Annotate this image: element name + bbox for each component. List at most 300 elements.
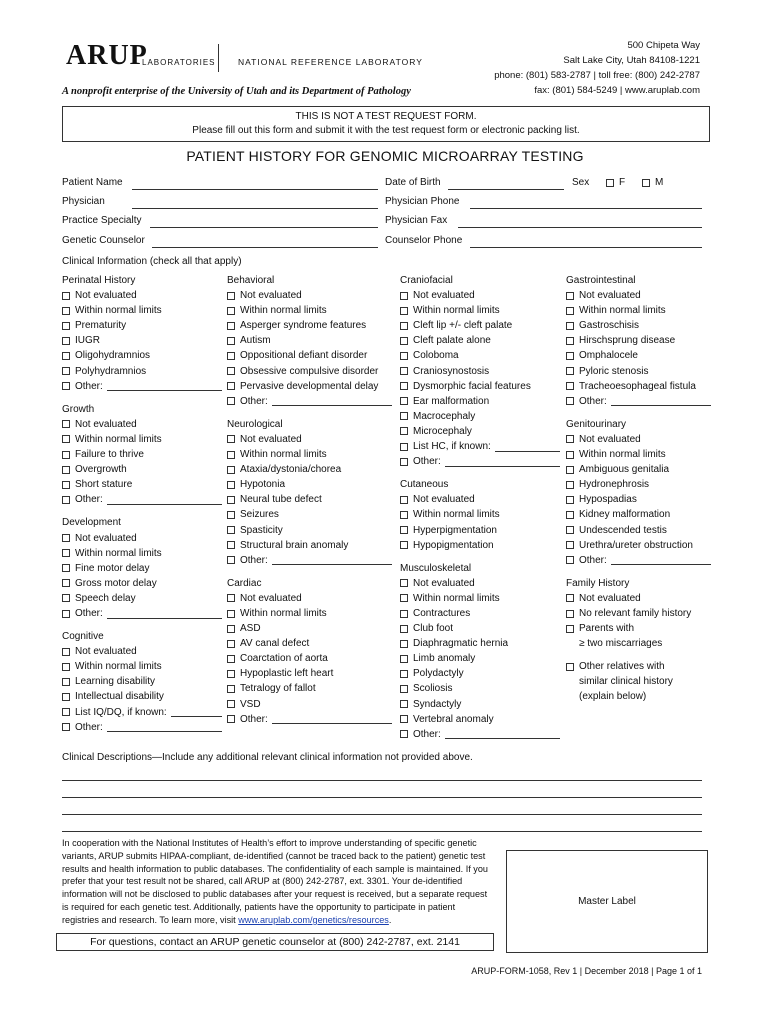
checkbox-label: Other: xyxy=(240,395,268,407)
section-heading-cardiac: Cardiac xyxy=(227,577,262,589)
checkbox-option[interactable] xyxy=(400,348,560,363)
checkbox-label: Other relatives with xyxy=(579,661,665,673)
checkbox-label: Other: xyxy=(75,494,103,506)
checkbox-option[interactable] xyxy=(400,454,560,469)
section-heading-genitourinary: Genitourinary xyxy=(566,418,627,430)
checkbox-option[interactable] xyxy=(227,606,392,621)
checkbox[interactable] xyxy=(400,458,408,466)
checkbox-option[interactable] xyxy=(227,477,392,492)
checkbox-option[interactable] xyxy=(566,492,711,507)
practice-specialty-field[interactable] xyxy=(150,227,378,228)
privacy-paragraph xyxy=(62,837,494,927)
checkbox-label: Ataxia/dystonia/chorea xyxy=(240,464,342,476)
checkbox-option[interactable] xyxy=(400,697,560,712)
checkbox-label: Not evaluated xyxy=(240,290,302,302)
checkbox-option[interactable] xyxy=(227,666,392,681)
checkbox-label: Not evaluated xyxy=(240,433,302,445)
checkbox[interactable] xyxy=(62,292,70,300)
write-in-line[interactable] xyxy=(171,707,222,717)
checkbox-option[interactable] xyxy=(566,507,711,522)
checkbox[interactable] xyxy=(62,708,70,716)
option-continuation: similar clinical history xyxy=(579,676,673,688)
checkbox-label: Not evaluated xyxy=(75,290,137,302)
checkbox[interactable] xyxy=(566,435,574,443)
checkbox-label: Other: xyxy=(240,713,268,725)
checkbox-label: Coarctation of aorta xyxy=(240,653,328,665)
checkbox-option[interactable] xyxy=(62,561,222,576)
checkbox[interactable] xyxy=(566,292,574,300)
checkbox[interactable] xyxy=(400,367,408,375)
checkbox-option[interactable] xyxy=(400,712,560,727)
clinical-info-note: (check all that apply) xyxy=(147,256,242,267)
description-line-1[interactable] xyxy=(62,780,702,781)
checkbox-option[interactable] xyxy=(227,288,392,303)
checkbox-option[interactable] xyxy=(62,333,222,348)
checkbox-option[interactable] xyxy=(400,591,560,606)
checkbox-label: Not evaluated xyxy=(75,646,137,658)
checkbox[interactable] xyxy=(62,678,70,686)
checkbox-label: Parents with xyxy=(579,623,635,635)
checkbox[interactable] xyxy=(400,352,408,360)
checkbox-option[interactable] xyxy=(566,432,711,447)
checkbox[interactable] xyxy=(227,367,235,375)
checkbox-label: Hypoplastic left heart xyxy=(240,668,334,680)
checkbox[interactable] xyxy=(227,556,235,564)
sex-f-option[interactable] xyxy=(606,177,625,188)
checkbox[interactable] xyxy=(227,397,235,405)
checkbox-label: Microcephaly xyxy=(413,425,472,437)
checkbox-label: Hyperpigmentation xyxy=(413,524,497,536)
checkbox[interactable] xyxy=(566,594,574,602)
sex-m-checkbox[interactable] xyxy=(642,179,650,187)
write-in-line[interactable] xyxy=(272,555,392,565)
spacer xyxy=(62,507,222,515)
checkbox-option[interactable] xyxy=(566,379,711,394)
checkbox[interactable] xyxy=(227,526,235,534)
checkbox[interactable] xyxy=(400,625,408,633)
checkbox-label: Hypospadias xyxy=(579,494,637,506)
checkbox[interactable] xyxy=(227,451,235,459)
checkbox-option[interactable] xyxy=(566,659,711,674)
checkbox[interactable] xyxy=(566,322,574,330)
checkbox-option[interactable] xyxy=(227,492,392,507)
checkbox-option[interactable] xyxy=(400,576,560,591)
checkbox[interactable] xyxy=(400,307,408,315)
checkbox[interactable] xyxy=(227,715,235,723)
checkbox[interactable] xyxy=(62,466,70,474)
checkbox[interactable] xyxy=(62,663,70,671)
checkbox[interactable] xyxy=(400,579,408,587)
checkbox-option[interactable] xyxy=(62,447,222,462)
checkbox[interactable] xyxy=(227,382,235,390)
phone-line: phone: (801) 583-2787 | toll free: (800) 242-2787 xyxy=(494,70,700,81)
checkbox[interactable] xyxy=(400,700,408,708)
checkbox-option[interactable] xyxy=(566,394,711,409)
checkbox[interactable] xyxy=(566,541,574,549)
checkbox[interactable] xyxy=(227,292,235,300)
checkbox[interactable] xyxy=(566,511,574,519)
checkbox-option[interactable] xyxy=(566,348,711,363)
checkbox[interactable] xyxy=(62,382,70,390)
checkbox[interactable] xyxy=(400,640,408,648)
checkbox[interactable] xyxy=(566,496,574,504)
write-in-line[interactable] xyxy=(445,729,560,739)
checkbox[interactable] xyxy=(227,511,235,519)
checkbox-option[interactable] xyxy=(62,364,222,379)
column-4 xyxy=(566,273,711,705)
checkbox[interactable] xyxy=(62,610,70,618)
checkbox[interactable] xyxy=(566,451,574,459)
checkbox-option[interactable] xyxy=(400,538,560,553)
checkbox-option[interactable] xyxy=(227,636,392,651)
spacer xyxy=(566,409,711,417)
checkbox-option[interactable] xyxy=(62,288,222,303)
checkbox-option[interactable] xyxy=(566,477,711,492)
checkbox[interactable] xyxy=(566,526,574,534)
notice-box xyxy=(62,106,710,142)
checkbox[interactable] xyxy=(62,420,70,428)
spacer xyxy=(62,621,222,629)
checkbox[interactable] xyxy=(227,655,235,663)
checkbox[interactable] xyxy=(227,640,235,648)
checkbox-option[interactable] xyxy=(400,439,560,454)
write-in-line[interactable] xyxy=(445,457,560,467)
checkbox-option[interactable] xyxy=(566,462,711,477)
checkbox-option[interactable] xyxy=(566,591,711,606)
checkbox[interactable] xyxy=(227,496,235,504)
notice-line-2: Please fill out this form and submit it with the test request form or electronic packing list. xyxy=(192,125,580,136)
checkbox-option[interactable] xyxy=(400,333,560,348)
checkbox-option[interactable] xyxy=(227,651,392,666)
checkbox-option[interactable] xyxy=(227,523,392,538)
checkbox[interactable] xyxy=(566,556,574,564)
section-heading-cutaneous: Cutaneous xyxy=(400,479,449,491)
checkbox[interactable] xyxy=(400,511,408,519)
checkbox[interactable] xyxy=(62,367,70,375)
checkbox-label: Hirschsprung disease xyxy=(579,335,676,347)
tagline: A nonprofit enterprise of the University of Utah and its Department of Pathology xyxy=(62,86,411,97)
checkbox-option[interactable] xyxy=(400,651,560,666)
checkbox-option[interactable] xyxy=(400,318,560,333)
write-in-line[interactable] xyxy=(272,396,392,406)
checkbox-label: Within normal limits xyxy=(75,305,162,317)
checkbox-option[interactable] xyxy=(227,333,392,348)
physician-phone-field[interactable] xyxy=(470,208,702,209)
checkbox-label: Diaphragmatic hernia xyxy=(413,638,509,650)
checkbox-option[interactable] xyxy=(400,379,560,394)
checkbox-option[interactable] xyxy=(62,417,222,432)
checkbox-option[interactable] xyxy=(400,681,560,696)
checkbox[interactable] xyxy=(227,700,235,708)
checkbox-option[interactable] xyxy=(227,364,392,379)
checkbox-option[interactable] xyxy=(566,621,711,636)
checkbox[interactable] xyxy=(566,625,574,633)
checkbox-option[interactable] xyxy=(62,318,222,333)
checkbox-option[interactable] xyxy=(400,364,560,379)
column-1 xyxy=(62,273,222,735)
checkbox[interactable] xyxy=(62,594,70,602)
write-in-line[interactable] xyxy=(495,442,560,452)
checkbox-label: Urethra/ureter obstruction xyxy=(579,539,693,551)
checkbox-option[interactable] xyxy=(566,606,711,621)
checkbox-option[interactable] xyxy=(227,621,392,636)
counselor-phone-field[interactable] xyxy=(470,247,702,248)
checkbox[interactable] xyxy=(62,579,70,587)
checkbox-option[interactable] xyxy=(566,364,711,379)
checkbox-option[interactable] xyxy=(62,606,222,621)
checkbox-option[interactable] xyxy=(400,492,560,507)
checkbox[interactable] xyxy=(400,397,408,405)
checkbox[interactable] xyxy=(62,352,70,360)
section-heading-neurological: Neurological xyxy=(227,418,283,430)
checkbox-option[interactable] xyxy=(62,720,222,735)
checkbox-option[interactable] xyxy=(566,333,711,348)
description-line-2[interactable] xyxy=(62,797,702,798)
logo-subtext: LABORATORIES xyxy=(142,58,216,67)
checkbox-option[interactable] xyxy=(62,348,222,363)
contact-box: For questions, contact an ARUP genetic counselor at (800) 242-2787, ext. 2141 xyxy=(56,933,494,951)
write-in-line[interactable] xyxy=(107,495,222,505)
checkbox[interactable] xyxy=(400,594,408,602)
checkbox[interactable] xyxy=(227,352,235,360)
checkbox[interactable] xyxy=(62,564,70,572)
checkbox[interactable] xyxy=(400,337,408,345)
genetics-resources-link[interactable]: www.aruplab.com/genetics/resources xyxy=(238,914,389,925)
checkbox[interactable] xyxy=(400,730,408,738)
date-of-birth-field[interactable] xyxy=(448,189,564,190)
checkbox-label: Hydronephrosis xyxy=(579,479,650,491)
checkbox-option[interactable] xyxy=(62,705,222,720)
checkbox-label: Intellectual disability xyxy=(75,691,164,703)
checkbox-option[interactable] xyxy=(566,318,711,333)
checkbox-option[interactable] xyxy=(227,591,392,606)
checkbox-option[interactable] xyxy=(400,424,560,439)
checkbox-label: Neural tube defect xyxy=(240,494,322,506)
checkbox[interactable] xyxy=(400,427,408,435)
write-in-line[interactable] xyxy=(272,714,392,724)
checkbox[interactable] xyxy=(566,307,574,315)
checkbox[interactable] xyxy=(227,670,235,678)
checkbox[interactable] xyxy=(566,382,574,390)
checkbox[interactable] xyxy=(227,337,235,345)
checkbox-option[interactable] xyxy=(62,477,222,492)
checkbox-option[interactable] xyxy=(227,681,392,696)
checkbox-option[interactable] xyxy=(227,507,392,522)
checkbox[interactable] xyxy=(400,443,408,451)
checkbox-label: List HC, if known: xyxy=(413,441,491,453)
patient-name-field[interactable] xyxy=(132,189,378,190)
checkbox[interactable] xyxy=(400,412,408,420)
description-line-3[interactable] xyxy=(62,814,702,815)
genetic-counselor-field[interactable] xyxy=(152,247,378,248)
checkbox-label: Not evaluated xyxy=(579,433,641,445)
checkbox-option[interactable] xyxy=(227,712,392,727)
checkbox-label: Gastroschisis xyxy=(579,320,640,332)
checkbox-option[interactable] xyxy=(62,659,222,674)
checkbox-label: Not evaluated xyxy=(413,290,475,302)
column-3 xyxy=(400,273,560,742)
physician-fax-field[interactable] xyxy=(458,227,702,228)
address-line: Salt Lake City, Utah 84108-1221 xyxy=(563,55,700,66)
checkbox[interactable] xyxy=(62,648,70,656)
checkbox-option[interactable] xyxy=(62,674,222,689)
checkbox[interactable] xyxy=(62,496,70,504)
checkbox-option[interactable] xyxy=(227,538,392,553)
checkbox-option[interactable] xyxy=(566,288,711,303)
checkbox-option[interactable] xyxy=(227,379,392,394)
checkbox-label: Vertebral anomaly xyxy=(413,713,494,725)
checkbox-option[interactable] xyxy=(62,644,222,659)
checkbox-option[interactable] xyxy=(400,727,560,742)
checkbox[interactable] xyxy=(400,526,408,534)
checkbox[interactable] xyxy=(566,352,574,360)
logo-wordmark: ARUP xyxy=(66,40,148,71)
checkbox-option[interactable] xyxy=(227,432,392,447)
sex-m-option[interactable] xyxy=(642,177,663,188)
physician-fax-label: Physician Fax xyxy=(385,215,448,226)
checkbox[interactable] xyxy=(62,481,70,489)
sex-label: Sex xyxy=(572,177,590,188)
checkbox-option[interactable] xyxy=(62,546,222,561)
write-in-line[interactable] xyxy=(107,609,222,619)
checkbox[interactable] xyxy=(400,382,408,390)
checkbox-option[interactable] xyxy=(566,447,711,462)
clinical-descriptions-text: —Include any additional relevant clinical information not provided above. xyxy=(152,752,473,763)
section-heading-cognitive: Cognitive xyxy=(62,631,104,643)
checkbox-option[interactable] xyxy=(400,606,560,621)
checkbox[interactable] xyxy=(62,451,70,459)
genetic-counselor-label: Genetic Counselor xyxy=(62,235,145,246)
checkbox-option[interactable] xyxy=(400,666,560,681)
checkbox-option[interactable] xyxy=(62,303,222,318)
checkbox[interactable] xyxy=(400,292,408,300)
checkbox-option[interactable] xyxy=(400,636,560,651)
checkbox[interactable] xyxy=(400,670,408,678)
checkbox-option[interactable] xyxy=(400,409,560,424)
section-heading-development: Development xyxy=(62,517,121,529)
checkbox[interactable] xyxy=(566,367,574,375)
checkbox[interactable] xyxy=(566,397,574,405)
checkbox-option[interactable] xyxy=(227,462,392,477)
checkbox-option[interactable] xyxy=(400,394,560,409)
checkbox-label: Within normal limits xyxy=(75,661,162,673)
checkbox-option[interactable] xyxy=(566,538,711,553)
checkbox-label: Syndactyly xyxy=(413,698,462,710)
checkbox[interactable] xyxy=(400,541,408,549)
write-in-line[interactable] xyxy=(107,381,222,391)
checkbox-option[interactable] xyxy=(400,288,560,303)
checkbox-option[interactable] xyxy=(227,303,392,318)
checkbox[interactable] xyxy=(227,435,235,443)
checkbox[interactable] xyxy=(227,466,235,474)
physician-field[interactable] xyxy=(132,208,378,209)
checkbox[interactable] xyxy=(227,625,235,633)
checkbox-option[interactable] xyxy=(566,553,711,568)
checkbox[interactable] xyxy=(62,534,70,542)
checkbox-label: IUGR xyxy=(75,335,100,347)
checkbox[interactable] xyxy=(400,685,408,693)
checkbox[interactable] xyxy=(62,322,70,330)
checkbox[interactable] xyxy=(62,549,70,557)
checkbox[interactable] xyxy=(227,481,235,489)
checkbox[interactable] xyxy=(62,693,70,701)
description-line-4[interactable] xyxy=(62,831,702,832)
checkbox-label: Dysmorphic facial features xyxy=(413,380,531,392)
checkbox[interactable] xyxy=(62,337,70,345)
checkbox-option[interactable] xyxy=(227,318,392,333)
checkbox-label: Other: xyxy=(413,728,441,740)
counselor-phone-label: Counselor Phone xyxy=(385,235,463,246)
checkbox[interactable] xyxy=(400,655,408,663)
checkbox-option[interactable] xyxy=(62,462,222,477)
checkbox[interactable] xyxy=(566,663,574,671)
checkbox[interactable] xyxy=(400,715,408,723)
checkbox-option[interactable] xyxy=(400,621,560,636)
spacer xyxy=(227,568,392,576)
checkbox-label: Ambiguous genitalia xyxy=(579,464,670,476)
write-in-line[interactable] xyxy=(611,396,711,406)
checkbox-label: Gross motor delay xyxy=(75,577,157,589)
checkbox-label: Pyloric stenosis xyxy=(579,365,649,377)
checkbox-option[interactable] xyxy=(566,523,711,538)
checkbox[interactable] xyxy=(62,307,70,315)
address-line: 500 Chipeta Way xyxy=(627,40,700,51)
checkbox-option[interactable] xyxy=(566,303,711,318)
checkbox[interactable] xyxy=(227,322,235,330)
checkbox[interactable] xyxy=(227,307,235,315)
checkbox-option[interactable] xyxy=(400,303,560,318)
checkbox-option[interactable] xyxy=(62,576,222,591)
checkbox[interactable] xyxy=(566,610,574,618)
checkbox-option[interactable] xyxy=(227,697,392,712)
checkbox[interactable] xyxy=(400,496,408,504)
checkbox[interactable] xyxy=(227,594,235,602)
checkbox[interactable] xyxy=(566,466,574,474)
checkbox-option[interactable] xyxy=(62,689,222,704)
checkbox[interactable] xyxy=(566,481,574,489)
sex-f-checkbox[interactable] xyxy=(606,179,614,187)
section-heading-craniofacial: Craniofacial xyxy=(400,275,453,286)
checkbox-option[interactable] xyxy=(62,591,222,606)
checkbox-option[interactable] xyxy=(400,507,560,522)
checkbox[interactable] xyxy=(227,685,235,693)
checkbox[interactable] xyxy=(62,435,70,443)
spacer xyxy=(566,568,711,576)
spacer xyxy=(566,651,711,659)
address-block xyxy=(400,38,700,98)
checkbox[interactable] xyxy=(400,610,408,618)
checkbox-label: AV canal defect xyxy=(240,638,310,650)
checkbox[interactable] xyxy=(227,541,235,549)
checkbox-option[interactable] xyxy=(62,531,222,546)
checkbox[interactable] xyxy=(62,723,70,731)
section-heading-gastrointestinal: Gastrointestinal xyxy=(566,275,636,286)
checkbox[interactable] xyxy=(400,322,408,330)
checkbox-option[interactable] xyxy=(227,348,392,363)
checkbox-option[interactable] xyxy=(62,379,222,394)
checkbox-option[interactable] xyxy=(227,394,392,409)
checkbox-option[interactable] xyxy=(62,492,222,507)
checkbox-option[interactable] xyxy=(400,523,560,538)
checkbox-option[interactable] xyxy=(62,432,222,447)
checkbox[interactable] xyxy=(566,337,574,345)
write-in-line[interactable] xyxy=(107,722,222,732)
form-footer: ARUP-FORM-1058, Rev 1 | December 2018 | Page 1 of 1 xyxy=(471,966,702,976)
write-in-line[interactable] xyxy=(611,555,711,565)
checkbox-option[interactable] xyxy=(227,553,392,568)
checkbox[interactable] xyxy=(227,610,235,618)
checkbox-option[interactable] xyxy=(227,447,392,462)
